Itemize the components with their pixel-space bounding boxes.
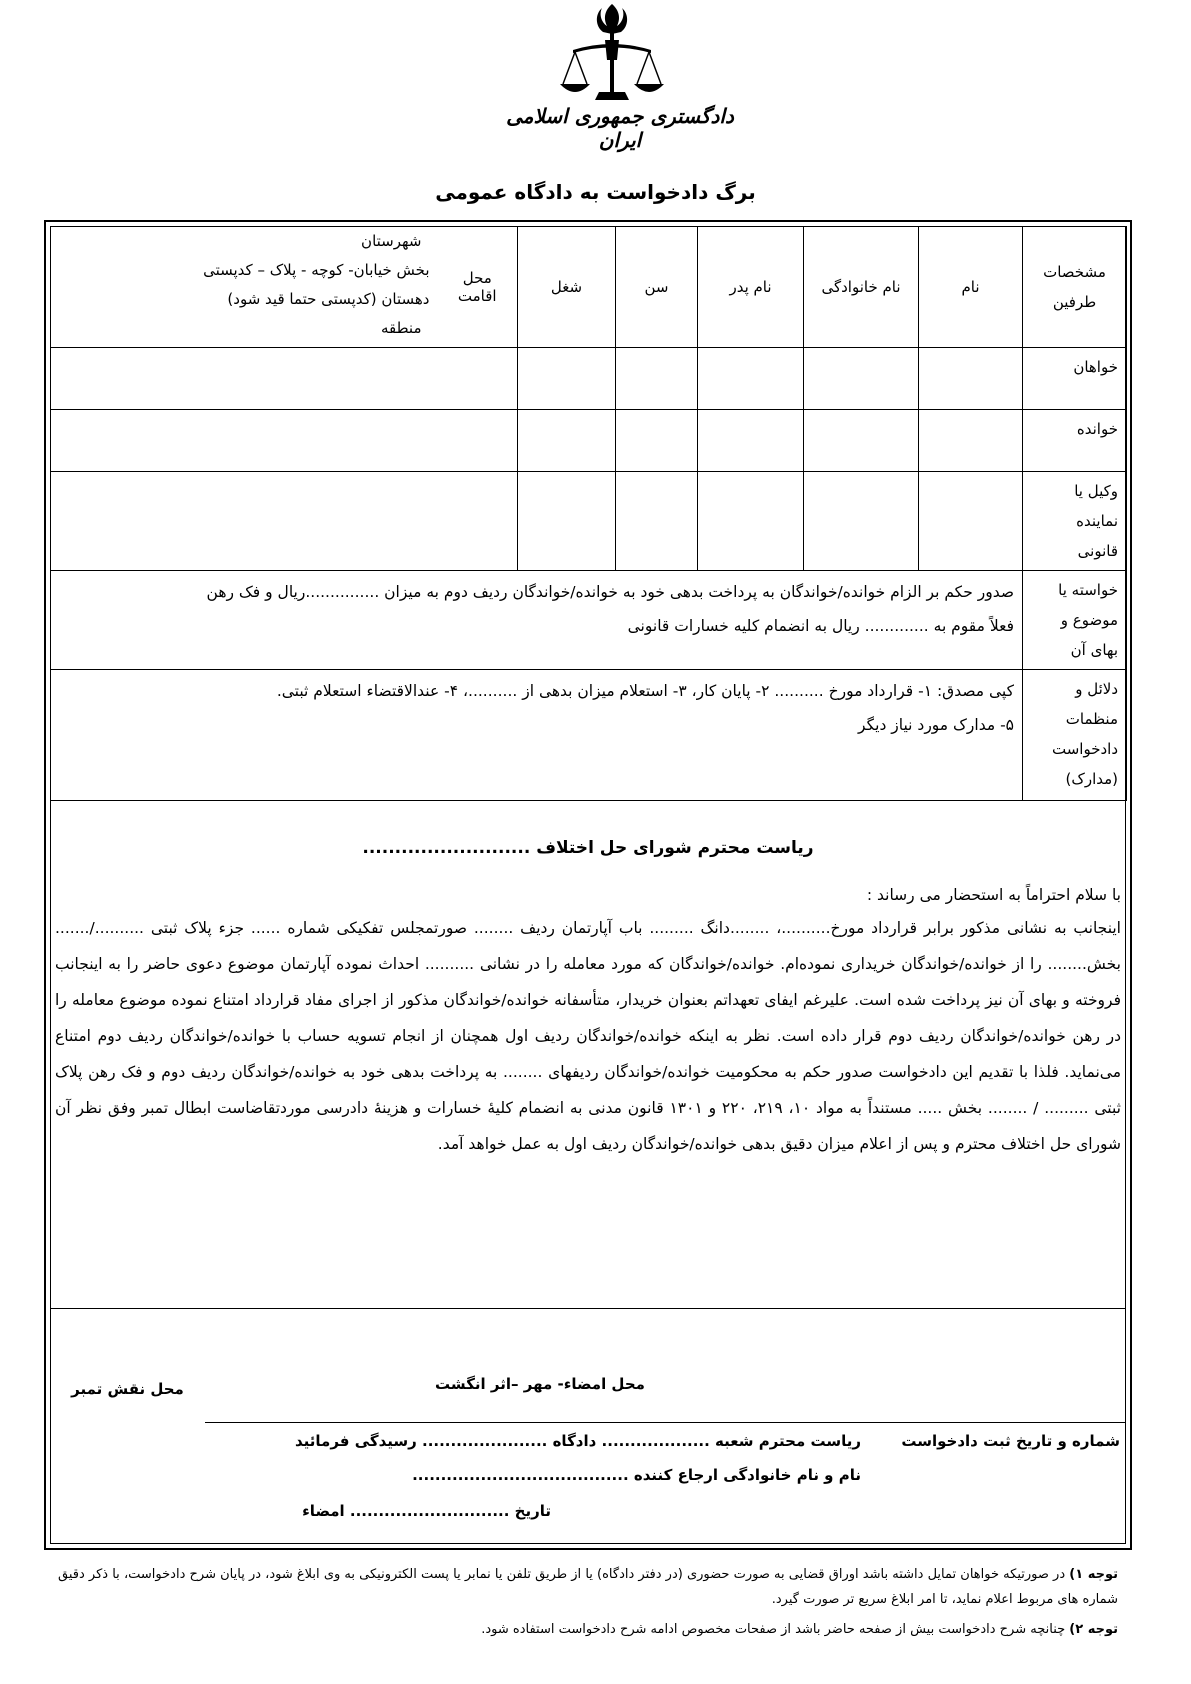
lawyer-job-cell[interactable]	[518, 472, 616, 571]
plaintiff-job-cell[interactable]	[518, 348, 616, 410]
lawyer-father-cell[interactable]	[698, 472, 804, 571]
plaintiff-name-cell[interactable]	[919, 348, 1023, 410]
lawyer-age-cell[interactable]	[616, 472, 698, 571]
parties-table	[50, 226, 1127, 801]
header-name: نام	[919, 227, 1023, 348]
defendant-age-cell[interactable]	[616, 410, 698, 472]
plaintiff-address-cell[interactable]	[51, 348, 518, 410]
lawyer-name-cell[interactable]	[919, 472, 1023, 571]
header-parties: مشخصات طرفین	[1023, 227, 1127, 348]
note-1-text: در صورتیکه خواهان تمایل داشته باشد اوراق قضایی به صورت حضوری (در دفتر دادگاه) یا از طریق تلفن یا نمابر یا پست الکترونیکی به وی ابلاغ شود، در پایان شرح دادخواست، با ذکر دقیق شماره های مربوط اعلام نماید، تا امر ابلاغ سریع تر صورت گیرد.	[58, 1567, 1118, 1607]
note-2-label: توجه ۲)	[1069, 1622, 1118, 1637]
signature-label: محل امضاء- مهر –اثر انگشت	[435, 1375, 645, 1393]
stamp-label: محل نقش تمبر	[71, 1380, 184, 1398]
form-title: برگ دادخواست به دادگاه عمومی	[435, 180, 756, 204]
letter-greeting: با سلام احتراماً به استحضار می رساند :	[866, 886, 1121, 904]
claim-text: صدور حکم بر الزام خوانده/خواندگان به پرداخت بدهی خود به خوانده/خواندگان ردیف دوم به میزان ...............ریال و فک رهن فعلاً مقوم به ............. ریال به انضمام کلیه خسارات قانونی	[51, 571, 1023, 670]
row-label-lawyer: وکیل یا نماینده قانونی	[1023, 472, 1127, 571]
petition-letter	[55, 838, 1121, 1162]
plaintiff-father-cell[interactable]	[698, 348, 804, 410]
stamp-box[interactable]	[50, 1308, 205, 1544]
header-residence: محل اقامت	[438, 227, 518, 348]
header-family-name: نام خانوادگی	[804, 227, 919, 348]
defendant-family-cell[interactable]	[804, 410, 919, 472]
referral-line-date: تاریخ ............................ امضاء	[302, 1502, 551, 1520]
plaintiff-age-cell[interactable]	[616, 348, 698, 410]
note-1	[58, 1562, 1118, 1612]
letter-body: اینجانب به نشانی مذکور برابر قرارداد مورخ..........، ........دانگ ......... باب آپارتمان ردیف ........ صورتمجلس تفکیکی شماره ...... جزء پلاک ثبتی ........../....... بخش........ را از خوانده/خواندگان خریداری نموده‌ام. خوانده/خواندگان که مورد معامله را در نشانی .......... احداث نموده آپارتمان موضوع دعوی حاضر را به اینجانب فروخته و بهای آن نیز پرداخت شده است. علیرغم ایفای تعهداتم بعنوان خریدار، متأسفانه خوانده/خواندگان مذکور از اجرای مفاد قرارداد امتناع نموده موضوع معامله را در رهن خوانده/خواندگان ردیف دوم قرار داده است. نظر به اینکه خوانده/خواندگان ردیف اول همچنان از انجام تسویه حساب با خوانده/خواندگان ردیف دوم امتناع می‌نماید. فلذا با تقدیم این دادخواست صدور حکم به محکومیت خوانده/خواندگان ردیفهای ........ به پرداخت بدهی خود به خوانده/خواندگان ردیف دوم و فک رهن پلاک ثبتی ......... / ........ بخش ..... مستنداً به مواد ۱۰، ۲۱۹، ۲۲۰ و ۱۳۰۱ قانون مدنی به انضمام کلیهٔ خسارات و هزینهٔ دادرسی موردتقاضاست ابطال تمبر وفق نظر آن شورای حل اختلاف محترم و پس از اعلام میزان دقیق بدهی خوانده/خواندگان ردیف اول به عمل خواهد آمد.	[55, 919, 1121, 1153]
referral-line-name: نام و نام خانوادگی ارجاع کننده ......................................	[412, 1466, 861, 1484]
header-address: شهرستان بخش خیابان- کوچه - پلاک – کدپستی دهستان (کدپستی حتما قید شود) منطقه	[51, 227, 438, 348]
defendant-name-cell[interactable]	[919, 410, 1023, 472]
note-2	[58, 1617, 1118, 1642]
header-father-name: نام پدر	[698, 227, 804, 348]
evidence-text: کپی مصدق: ۱- قرارداد مورخ .......... ۲- پایان کار، ۳- استعلام میزان بدهی از ..........، ۴- عندالاقتضاء استعلام ثبتی. ۵- مدارک مورد نیاز دیگر	[51, 670, 1023, 801]
header-age: سن	[616, 227, 698, 348]
letter-title: ریاست محترم شورای حل اختلاف ..........................	[362, 838, 814, 858]
defendant-job-cell[interactable]	[518, 410, 616, 472]
header-occupation: شغل	[518, 227, 616, 348]
plaintiff-family-cell[interactable]	[804, 348, 919, 410]
defendant-address-cell[interactable]	[51, 410, 518, 472]
row-label-evidence: دلائل و منظمات دادخواست (مدارک)	[1023, 670, 1127, 801]
note-1-label: توجه ۱)	[1069, 1567, 1118, 1582]
row-label-defendant: خوانده	[1023, 410, 1127, 472]
registration-label: شماره و تاریخ ثبت دادخواست	[901, 1432, 1120, 1450]
lawyer-address-cell[interactable]	[51, 472, 518, 571]
defendant-father-cell[interactable]	[698, 410, 804, 472]
referral-line-branch: ریاست محترم شعبه ................... دادگاه ...................... رسیدگی فرمائید	[294, 1432, 861, 1450]
lawyer-family-cell[interactable]	[804, 472, 919, 571]
organization-logotype: دادگستری جمهوری اسلامی ایران	[506, 104, 734, 152]
note-2-text: چنانچه شرح دادخواست بیش از صفحه حاضر باشد از صفحات مخصوص ادامه شرح دادخواست استفاده شود.	[481, 1622, 1066, 1637]
row-label-claim: خواسته یا موضوع و بهای آن	[1023, 571, 1127, 670]
row-label-plaintiff: خواهان	[1023, 348, 1127, 410]
